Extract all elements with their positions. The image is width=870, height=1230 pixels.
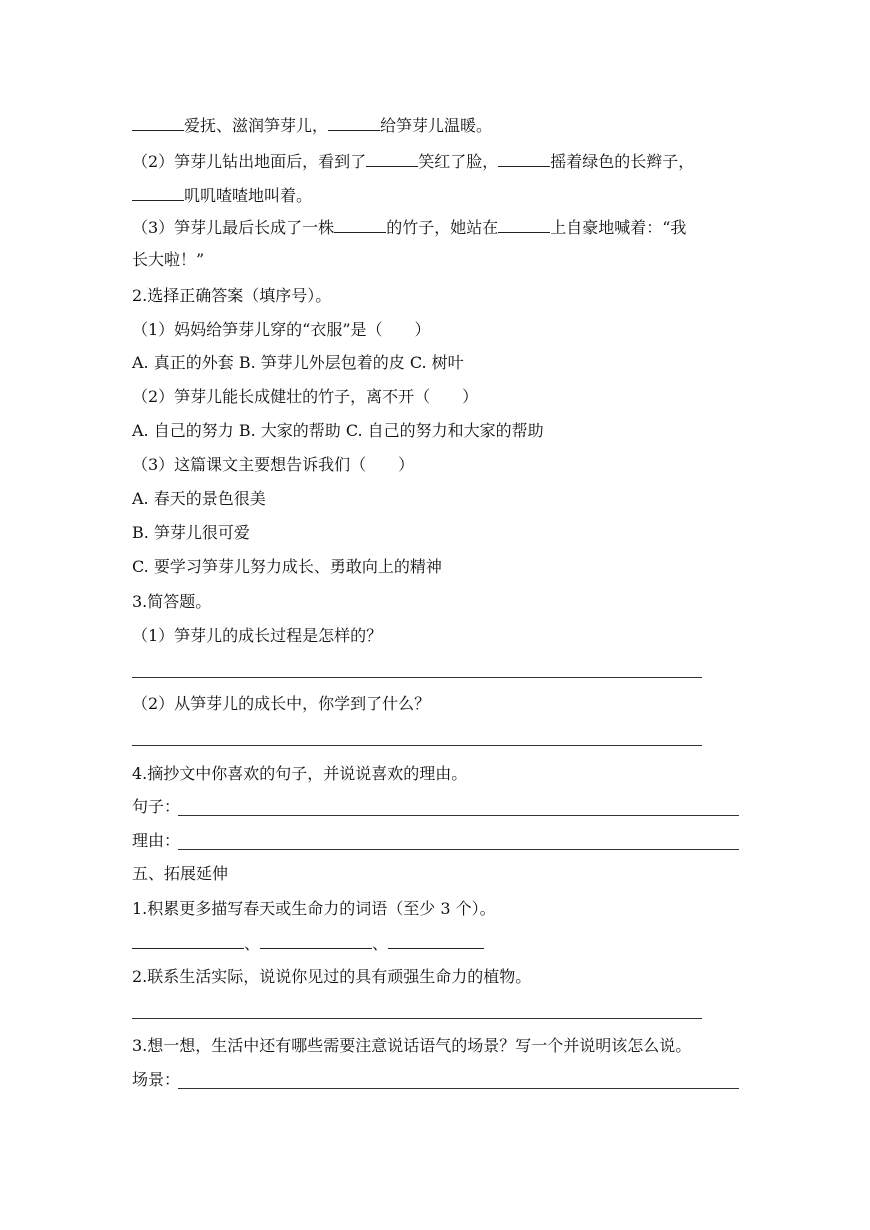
fill-line-1: 爱抚、滋润笋芽儿， 给笋芽儿温暖。 [132,114,492,136]
question-2-3: （3）这篇课文主要想告诉我们（ ） [132,455,415,474]
section-5-title: 五、拓展延伸 [132,864,229,883]
section-5-question-2: 2.联系生活实际，说说你见过的具有顽强生命力的植物。 [132,967,532,986]
answer-blank[interactable] [498,150,550,167]
question-2-1-options: A. 真正的外套 B. 笋芽儿外层包着的皮 C. 树叶 [132,353,464,372]
answer-line[interactable] [132,745,702,746]
question-3-1: （1）笋芽儿的成长过程是怎样的？ [132,626,383,645]
question-4-title: 4.摘抄文中你喜欢的句子，并说说喜欢的理由。 [132,764,468,783]
question-2-2: （2）笋芽儿能长成健壮的竹子，离不开（ ） [132,387,479,406]
answer-blank[interactable] [132,114,184,131]
scene-answer-line[interactable] [178,1088,739,1089]
question-2-1: （1）妈妈给笋芽儿穿的“衣服”是（ ） [132,320,431,339]
fill-line-4: （3）笋芽儿最后长成了一株 的竹子，她站在 上自豪地喊着：“我 [132,218,687,237]
section-5-question-3: 3.想一想，生活中还有哪些需要注意说话语气的场景？写一个并说明该怎么说。 [132,1036,692,1055]
question-3-2: （2）从笋芽儿的成长中，你学到了什么？ [132,694,431,713]
answer-blank[interactable] [334,216,386,233]
question-2-title: 2.选择正确答案（填序号）。 [132,286,332,305]
answer-blank[interactable] [328,114,380,131]
question-2-3-option-b: B. 笋芽儿很可爱 [132,523,250,542]
question-2-3-option-a: A. 春天的景色很美 [132,489,266,508]
word-blank[interactable] [388,932,484,949]
fill-line-3: 叽叽喳喳地叫着。 [132,184,312,206]
reason-label: 理由： [132,831,181,850]
sentence-answer-line[interactable] [178,815,739,816]
word-blanks: 、 、 [132,932,484,954]
sentence-label: 句子： [132,797,181,816]
section-5-question-1: 1.积累更多描写春天或生命力的词语（至少 3 个）。 [132,899,496,918]
word-blank[interactable] [132,932,244,949]
answer-line[interactable] [132,1018,702,1019]
question-3-title: 3.简答题。 [132,592,212,611]
fill-line-5: 长大啦！” [132,250,205,269]
word-blank[interactable] [260,932,372,949]
question-2-3-option-c: C. 要学习笋芽儿努力成长、勇敢向上的精神 [132,557,442,576]
answer-blank[interactable] [132,184,184,201]
fill-line-2: （2）笋芽儿钻出地面后，看到了 笑红了脸， 摇着绿色的长辫子， [132,152,695,171]
answer-blank[interactable] [366,150,418,167]
answer-blank[interactable] [498,216,550,233]
scene-label: 场景： [132,1070,181,1089]
answer-line[interactable] [132,677,702,678]
question-2-2-options: A. 自己的努力 B. 大家的帮助 C. 自己的努力和大家的帮助 [132,421,544,440]
reason-answer-line[interactable] [178,849,739,850]
